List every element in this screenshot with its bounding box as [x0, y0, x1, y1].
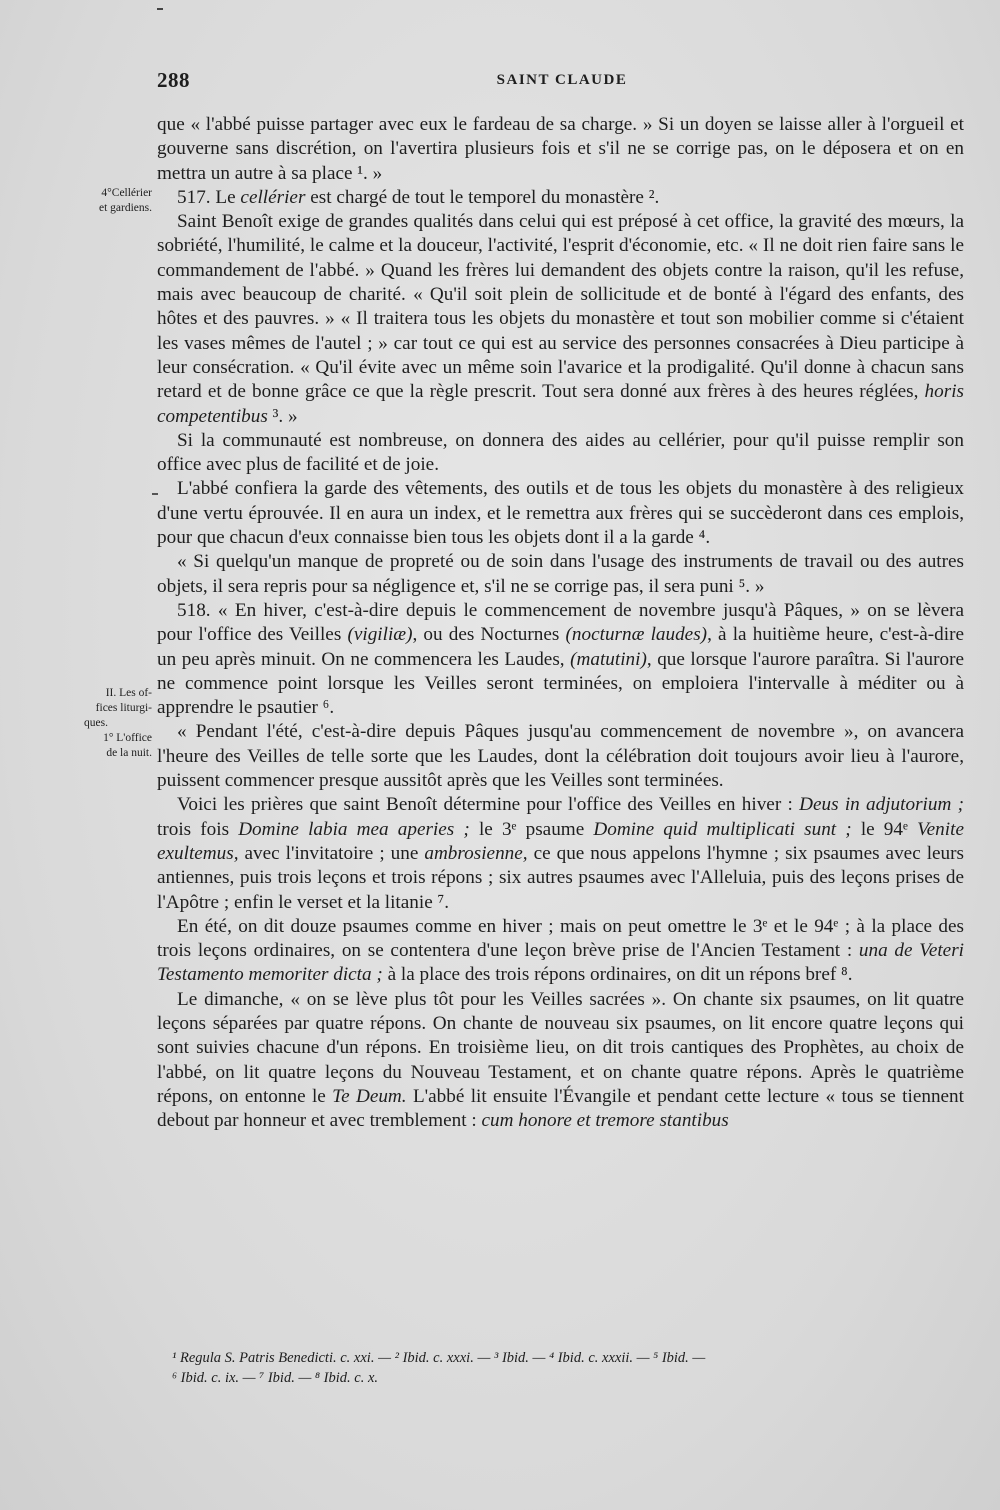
margin-note-line: 4°Cellérier	[101, 187, 152, 199]
footnote-line: ⁶ Ibid. c. ix. — ⁷ Ibid. — ⁸ Ibid. c. x.	[172, 1370, 379, 1386]
paragraph-text: , à la huitième heure, c'est-à-dire un peu après minuit. On ne commencera les Laudes,	[157, 624, 964, 670]
page-number: 288	[157, 68, 190, 92]
italic-term: ambrosienne,	[424, 842, 528, 864]
paragraph-text: , que lorsque l'aurore paraîtra. Si l'aurore ne commence point lorsque les Veilles seront terminées, on emploiera l'intervalle à méditer ou à apprendre le psautier ⁶.	[157, 648, 964, 719]
paragraph-text: à la place des trois répons ordinaires, on dit un répons bref ⁸.	[382, 964, 853, 986]
margin-note-cellerier	[56, 186, 152, 216]
italic-term: Deus in adjutorium ;	[799, 794, 964, 816]
paragraph-517	[157, 186, 964, 210]
paragraph-text: trois fois	[157, 818, 239, 840]
paragraph-text: Saint Benoît exige de grandes qualités dans celui qui est préposé à cet office, la gravité des mœurs, la sobriété, l'humilité, le calme et la douceur, l'activité, l'esprit d'économie, etc. « Il ne doit rien faire sans le commandement de l'abbé. » Quand les frères lui demandent des objets contre la raison, qu'il les refuse, mais avec beaucoup de charité. « Qu'il soit plein de sollicitude et de bonté à l'égard des enfants, des hôtes et des pauvres. » « Il traitera tous les objets du monastère et tout son mobilier comme si c'étaient les vases mêmes de l'autel ; » car tout ce qui est au service des personnes consacrées à Dieu participe à leur consécration. « Qu'il évite avec un même soin l'avarice et la prodigalité. Qu'il donne à chacun sans retard et de bonne grâce ce que la règle prescrit. Tout sera donné aux frères à des heures réglées,	[157, 211, 964, 403]
italic-term: una de Veteri Testamento memoriter dicta ;	[157, 940, 964, 986]
paragraph-518	[157, 599, 964, 720]
italic-term: Te Deum.	[332, 1085, 407, 1107]
italic-term: Domine quid multiplicati sunt ;	[593, 818, 852, 840]
paragraph	[157, 793, 964, 914]
paragraph-text: Le dimanche, « on se lève plus tôt pour les Veilles sacrées ». On chante six psaumes, on lit quatre leçons séparées par quatre répons. On chante de nouveau six psaumes, on lit encore quatre leçons qui sont suivies chacune d'un répons. En troisième lieu, on dit trois cantiques des Prophètes, au choix de l'abbé, on lit quatre leçons du Nouveau Testament, et on chante quatre répons. Après le quatrième répons, on entonne le	[157, 988, 964, 1107]
margin-note-line: et gardiens.	[98, 202, 152, 214]
footnote-line: ¹ Regula S. Patris Benedicti. c. xxi. — ² Ibid. c. xxxi. — ³ Ibid. — ⁴ Ibid. c. xxxii. — ⁵ Ibid. —	[172, 1350, 706, 1366]
paragraph-text: Si la communauté est nombreuse, on donnera des aides au cellérier, pour qu'il puisse remplir son office avec plus de facilité et de joie.	[157, 429, 964, 476]
paragraph-number: 518.	[177, 599, 211, 621]
paragraph	[157, 113, 964, 186]
margin-note-line: de la nuit.	[106, 747, 152, 759]
paragraph	[157, 550, 964, 599]
running-title: SAINT CLAUDE	[496, 72, 628, 88]
body-text	[157, 113, 964, 1133]
paragraph	[157, 477, 964, 550]
paragraph	[157, 988, 964, 1134]
margin-note-line: fices liturgi-	[95, 702, 152, 714]
paragraph-text: le 3ᵉ psaume	[469, 818, 594, 840]
paragraph-text: Voici les prières que saint Benoît détermine pour l'office des Veilles en hiver :	[177, 794, 800, 816]
italic-term: Domine labia mea aperies ;	[238, 818, 470, 840]
margin-note-line: II. Les of-	[105, 687, 152, 699]
paragraph-text: « Si quelqu'un manque de propreté ou de soin dans l'usage des instruments de travail ou des autres objets, il sera repris pour sa négligence et, s'il ne se corrige pas, il sera puni ⁵. »	[157, 551, 964, 597]
paragraph-text: « Pendant l'été, c'est-à-dire depuis Pâques jusqu'au commencement de novembre », on avancera l'heure des Veilles de telle sorte que les Laudes, dont la célébration doit toujours avoir lieu à l'aurore, puissent commencer presque aussitôt après que les Veilles sont terminées.	[157, 721, 964, 792]
italic-term: cellérier	[240, 186, 306, 208]
paragraph-text: avec l'invitatoire ; une	[238, 842, 425, 864]
italic-term: (vigiliæ)	[347, 624, 413, 646]
paragraph-text: ce que nous appelons l'hymne ; six psaumes avec leurs antiennes, puis trois leçons et trois répons ; six autres psaumes avec l'Alleluia, puis des leçons prises de l'Apôtre ; enfin le verset et la litanie ⁷.	[157, 842, 964, 913]
footnotes	[172, 1348, 972, 1388]
paragraph-text: que « l'abbé puisse partager avec eux le fardeau de sa charge. » Si un doyen se laisse aller à l'orgueil et gouverne sans discrétion, on l'avertira plusieurs fois et s'il ne se corrige pas, on le déposera et on en mettra un autre à sa place ¹. »	[157, 114, 964, 184]
italic-term: horis competentibus	[157, 381, 964, 427]
paragraph-text: L'abbé confiera la garde des vêtements, des outils et de tous les objets du monastère à des religieux d'une vertu éprouvée. Il en aura un index, et le remettra aux frères qui se succèderont dans ces emplois, pour que chacun d'eux connaisse bien tous les objets dont il a la garde ⁴.	[157, 478, 964, 549]
paragraph-text: , ou des Nocturnes	[412, 624, 566, 646]
paragraph-number: 517.	[177, 186, 211, 208]
paragraph	[157, 429, 964, 478]
paragraph-text: est chargé de tout le temporel du monastère ².	[305, 186, 660, 208]
paragraph-text: L'abbé lit ensuite l'Évangile et pendant cette lecture « tous se tiennent debout par honneur et avec tremblement :	[157, 1085, 964, 1132]
paragraph	[157, 720, 964, 793]
paragraph	[157, 915, 964, 988]
paragraph-text: En été, on dit douze psaumes comme en hiver ; mais on peut omettre le 3ᵉ et le 94ᵉ ; à la place des trois leçons ordinaires, on se contentera d'une leçon brève prise de l'Ancien Testament :	[157, 915, 964, 962]
italic-term: (matutini)	[570, 648, 647, 670]
italic-term: cum honore et tremore stantibus	[481, 1110, 729, 1132]
paragraph-text: ³. »	[267, 405, 298, 427]
paragraph-text: Le	[210, 186, 241, 208]
scan-mark	[157, 8, 163, 10]
italic-term: Venite exultemus,	[157, 818, 964, 864]
paragraph-text: « En hiver, c'est-à-dire depuis le commencement de novembre jusqu'à Pâques, » on se lèvera pour l'office des Veilles	[157, 599, 964, 646]
italic-term: (nocturnæ laudes)	[565, 624, 708, 646]
page-header	[157, 68, 967, 96]
paragraph	[157, 210, 964, 429]
margin-note-line: ques.	[84, 717, 108, 729]
paragraph-text: le 94ᵉ	[851, 818, 918, 840]
margin-note-office	[56, 686, 152, 761]
margin-note-line: 1° L'office	[103, 732, 152, 744]
